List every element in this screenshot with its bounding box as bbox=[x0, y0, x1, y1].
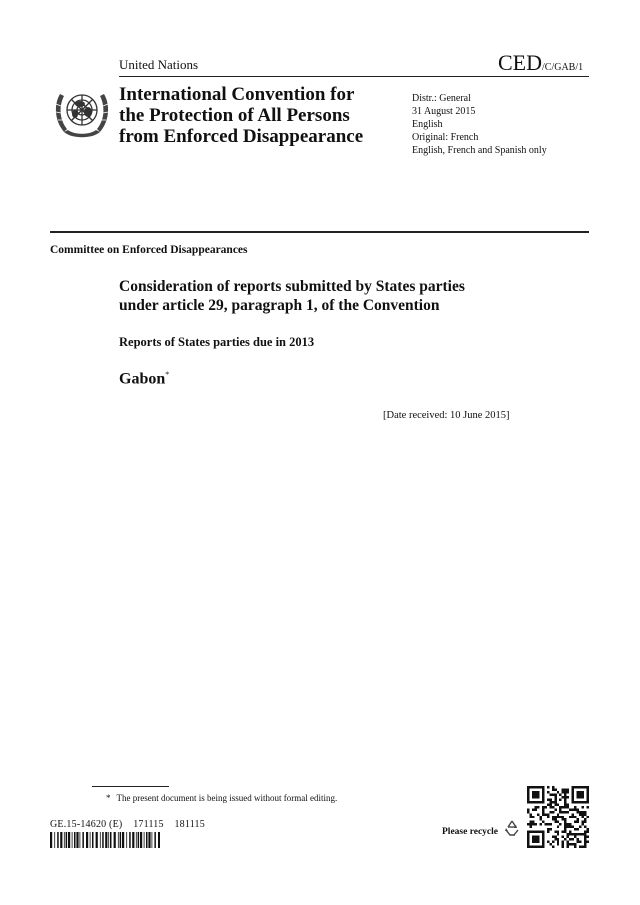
title-line: from Enforced Disappearance bbox=[119, 126, 364, 147]
date-received: [Date received: 10 June 2015] bbox=[383, 410, 510, 421]
document-symbol bbox=[498, 50, 583, 76]
document-subheading: Reports of States parties due in 2013 bbox=[119, 335, 315, 349]
footnote-reference[interactable]: * bbox=[165, 370, 170, 379]
symbol-main: CED bbox=[498, 50, 542, 75]
country-heading bbox=[119, 370, 169, 388]
distribution-language: English bbox=[412, 119, 443, 130]
heading-line: under article 29, paragraph 1, of the Convention bbox=[119, 297, 440, 314]
please-recycle-label: Please recycle bbox=[442, 827, 498, 837]
barcode-icon bbox=[50, 832, 160, 848]
committee-name: Committee on Enforced Disappearances bbox=[50, 244, 248, 256]
footnote-text: The present document is being issued without formal editing. bbox=[116, 793, 338, 803]
un-emblem-icon bbox=[50, 82, 114, 142]
original-language: Original: French bbox=[412, 132, 479, 143]
footnote-mark: * bbox=[106, 793, 111, 803]
heading-line: Consideration of reports submitted by States parties bbox=[119, 278, 465, 295]
document-heading bbox=[119, 277, 465, 315]
qr-code-icon bbox=[527, 786, 589, 848]
distribution-block bbox=[412, 92, 547, 157]
country-name: Gabon bbox=[119, 370, 166, 388]
title-line: International Convention for bbox=[119, 84, 355, 105]
title-rule bbox=[50, 231, 589, 233]
job-number: GE.15-14620 (E) 171115 181115 bbox=[50, 819, 205, 830]
footnote bbox=[106, 793, 337, 803]
header-rule bbox=[119, 76, 589, 77]
recycle-icon bbox=[502, 818, 522, 838]
symbol-suffix: /C/GAB/1 bbox=[542, 62, 584, 73]
organization-name: United Nations bbox=[119, 57, 199, 72]
distribution-date: 31 August 2015 bbox=[412, 106, 476, 117]
distribution-line: Distr.: General bbox=[412, 93, 471, 104]
title-line: the Protection of All Persons bbox=[119, 105, 350, 126]
footnote-rule bbox=[92, 786, 169, 787]
available-languages: English, French and Spanish only bbox=[412, 145, 547, 156]
convention-title bbox=[119, 84, 363, 147]
